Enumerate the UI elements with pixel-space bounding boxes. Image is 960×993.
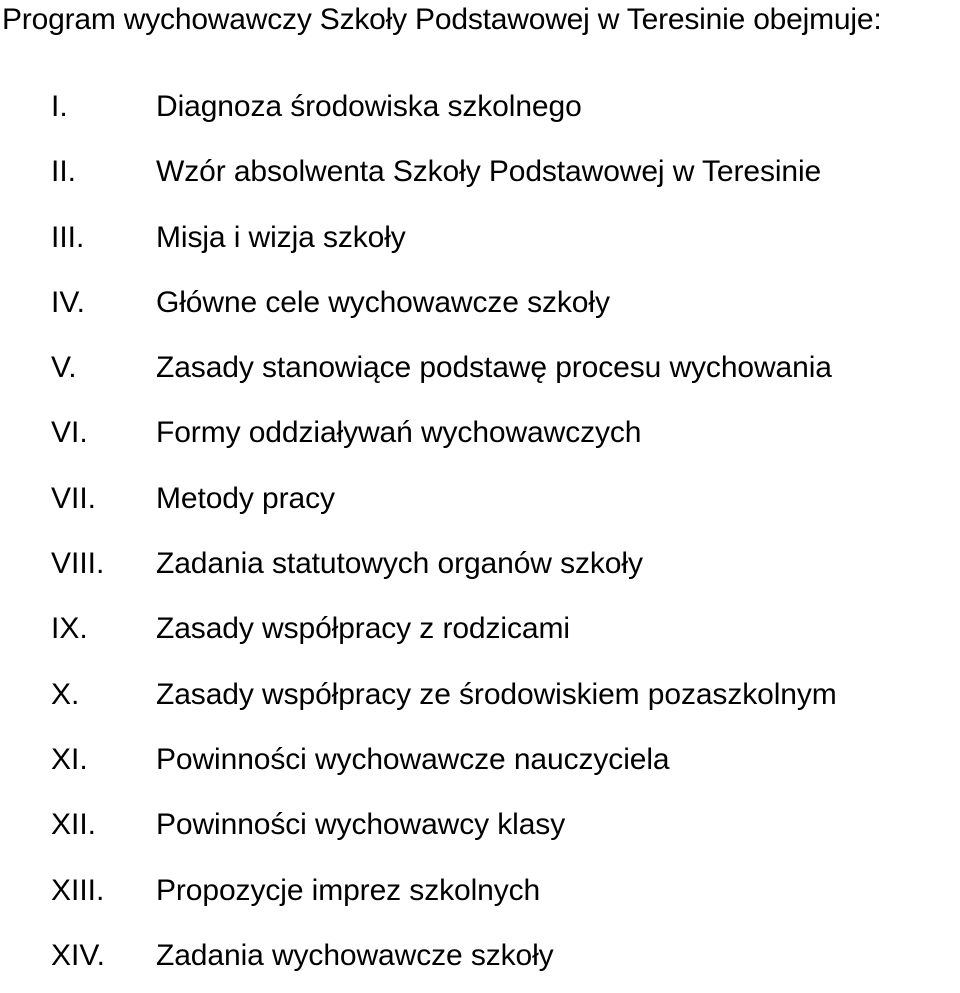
item-numeral: V. [51, 351, 77, 385]
item-title: Misja i wizja szkoły [156, 220, 406, 254]
list-item [0, 340, 940, 405]
item-title: Diagnoza środowiska szkolnego [156, 90, 582, 123]
list-item [0, 405, 940, 470]
item-title: Zasady współpracy ze środowiskiem pozaszkolnym [156, 677, 837, 711]
item-numeral: II. [51, 155, 77, 189]
item-title: Zasady współpracy z rodzicami [156, 612, 570, 646]
item-title: Zasady stanowiące podstawę procesu wychowania [156, 351, 832, 385]
list-item [0, 863, 940, 928]
list-item [0, 797, 940, 862]
item-numeral: IX. [51, 612, 88, 646]
item-numeral: VIII. [51, 547, 105, 581]
item-title: Główne cele wychowawcze szkoły [156, 285, 610, 319]
item-numeral: XIII. [51, 873, 105, 907]
item-title: Zadania statutowych organów szkoły [156, 547, 643, 581]
item-numeral: III. [51, 220, 85, 254]
item-numeral: VII. [51, 481, 97, 515]
list-item [0, 144, 940, 209]
item-numeral: VI. [51, 416, 88, 450]
item-title: Propozycje imprez szkolnych [156, 873, 541, 907]
item-title: Powinności wychowawcy klasy [156, 808, 566, 842]
list-item [0, 79, 940, 144]
item-numeral: X. [51, 677, 80, 711]
list-item [0, 928, 940, 993]
item-title: Wzór absolwenta Szkoły Podstawowej w Teresinie [156, 155, 822, 189]
document-heading: Program wychowawczy Szkoły Podstawowej w Teresinie obejmuje: [2, 3, 882, 36]
item-title: Formy oddziaływań wychowawczych [156, 416, 642, 450]
list-item [0, 536, 940, 601]
item-numeral: I. [51, 90, 68, 123]
item-numeral: XI. [51, 742, 88, 776]
list-item [0, 667, 940, 732]
item-title: Powinności wychowawcze nauczyciela [156, 742, 670, 776]
list-item [0, 275, 940, 340]
program-contents-list [0, 79, 940, 993]
item-title: Metody pracy [156, 481, 335, 515]
list-item [0, 601, 940, 666]
item-title: Zadania wychowawcze szkoły [156, 938, 554, 972]
list-item [0, 471, 940, 536]
item-numeral: XII. [51, 808, 97, 842]
item-numeral: XIV. [51, 938, 105, 972]
item-numeral: IV. [51, 285, 85, 319]
list-item [0, 732, 940, 797]
list-item [0, 210, 940, 275]
